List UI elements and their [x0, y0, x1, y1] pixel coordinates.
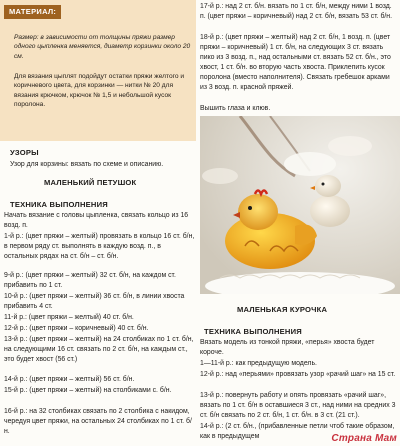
- right-instruction-5: 12-й р.: над «перьями» провязать узор «рачий шаг» на 15 ст.: [200, 371, 396, 378]
- right-instruction-1: 18-й р.: (цвет пряжи – желтый) над 2 ст. б/н, 1 возд. п. (цвет пряжи – коричневый) 1 ст. б/н, на следующих 3 ст. вязать пико из 3 возд. п., над остальными ст. вязать 52 ст. б/н., это хвост, 1 ст. б/н. во вторую часть хвоста. Приклепить кусок поролона (вместо наполнителя). Связать гребешок арками из 3 возд. п. красной пряжей.: [200, 34, 391, 91]
- hen-title: МАЛЕНЬКАЯ КУРОЧКА: [237, 305, 328, 314]
- patterns-heading: УЗОРЫ: [10, 148, 39, 157]
- right-instruction-7: 14-й р.: (2 ст. б/н., (прибавленные петли чтоб такие образом, как в предыдущем: [200, 423, 395, 440]
- right-instruction-2: Вышить глаза и клюв.: [200, 105, 271, 112]
- watermark-logo: Страна Мам: [331, 433, 397, 444]
- chicks-photo: [200, 116, 400, 294]
- left-instruction-7: 14-й р.: (цвет пряжи – желтый) 56 ст. б/н.: [4, 376, 135, 383]
- left-instruction-4: 11-й р.: (цвет пряжи – желтый) 40 ст. б/н.: [4, 314, 134, 321]
- material-list: Для вязания цыплят подойдут остатки пряжи желтого и коричневого цвета, для корзинки — нитки № 20 для вязания крючком, крючок № 1,5 и небольшой кусок поролона.: [14, 73, 185, 109]
- technique-heading-left: ТЕХНИКА ВЫПОЛНЕНИЯ: [10, 200, 108, 209]
- left-instruction-3: 10-й р.: (цвет пряжи – желтый) 36 ст. б/н, в линии хвоста прибавить 4 ст.: [4, 293, 185, 310]
- left-instruction-9: 16-й р.: на 32 столбиках связать по 2 столбика с накидом, чередуя цвет пряжи, на остальных 24 столбиках по 1 ст. б/н.: [4, 408, 192, 435]
- chicks-photo-illustration: [200, 116, 400, 294]
- left-instruction-1: 1-й р.: (цвет пряжи – желтый) провязать в кольцо 16 ст. б/н, в первом ряду ст. выполнять в каждую возд. п., в остальных рядах на ст. б/н – ст. б/н.: [4, 233, 195, 260]
- material-size: Размер: в зависимости от толщины пряжи размер одного цыпленка меняется, диаметр корзинки около 20 см.: [14, 34, 191, 60]
- material-box: [0, 0, 196, 141]
- right-instruction-0: 17-й р.: над 2 ст. б/н. вязать по 1 ст. б/н, между ними 1 возд. п. (цвет пряжи – коричневый) над 2 ст. б/н, вязать 53 ст. б/н.: [200, 3, 393, 20]
- left-instruction-5: 12-й р.: (цвет пряжи – коричневый) 40 ст. б/н.: [4, 325, 149, 332]
- patterns-text: Узор для корзины: вязать по схеме и описанию.: [10, 161, 164, 168]
- material-heading: МАТЕРИАЛ:: [4, 5, 61, 19]
- left-instruction-8: 15-й р.: (цвет пряжи – желтый) на столбиками с. б/н.: [4, 387, 172, 394]
- right-instruction-6: 13-й р.: повернуть работу и опять провязать «рачий шаг», вязать по 1 ст. б/н в оставшиеся 3 ст., над ними на средних 3 ст. б/н связать по 2 ст. б/н, 1 ст. б/н. в 3 ст. (21 ст.).: [200, 392, 396, 419]
- right-instruction-3: Вязать модель из тонкой пряжи, «перья» хвоста будет короче.: [200, 339, 375, 356]
- right-instruction-4: 1—11-й р.: как предыдущую модель.: [200, 360, 317, 367]
- left-instruction-0: Начать вязание с головы цыпленка, связать кольцо из 16 возд. п.: [4, 212, 189, 229]
- rooster-title: МАЛЕНЬКИЙ ПЕТУШОК: [44, 178, 137, 187]
- left-instruction-6: 13-й р.: (цвет пряжи – желтый) на 24 столбиках по 1 ст. б/н, на следующими 16 ст. связать по 2 ст. б/н, на каждым ст., это будет хвост (56 ст.): [4, 336, 194, 363]
- technique-heading-right: ТЕХНИКА ВЫПОЛНЕНИЯ: [204, 327, 302, 336]
- left-instruction-2: 9-й р.: (цвет пряжи – желтый) 32 ст. б/н, на каждом ст. прибавить по 1 ст.: [4, 272, 176, 289]
